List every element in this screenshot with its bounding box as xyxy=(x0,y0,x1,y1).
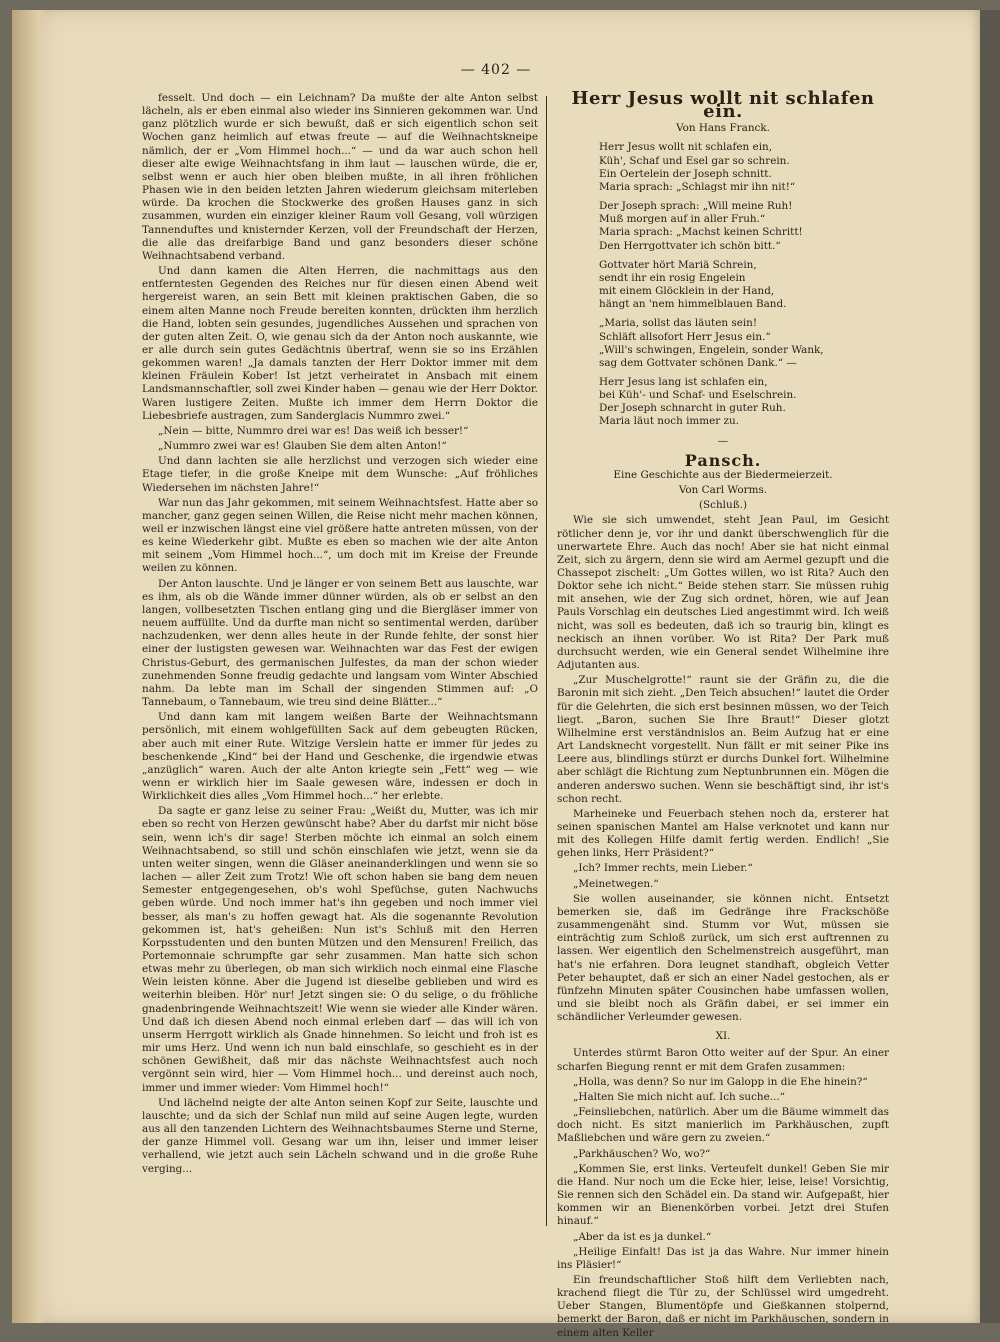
poem-line: Maria sprach: „Machst keinen Schritt! xyxy=(599,226,803,239)
poem-line: Schläft allsofort Herr Jesus ein.“ xyxy=(599,330,771,343)
paragraph: Und dann kam mit langem weißen Barte der Weihnachtsmann persönlich, mit einem wohlgefüllten Sack auf dem gebeugten Rücken, aber auch mit einer Rute. Witzige Verslein hatte er immer für jedes zu beschenkende „Kind“ bei der Hand und Geschenke, die irgendwie etwas „anzüglich“ waren. Auch der alte Anton kriegte sein „Fett“ weg — wie wenn er wirklich hier im Saale gewesen wäre, indessen er doch in Wirklichkeit dies alles „Vom Himmel hoch...“ her erlebte. xyxy=(142,711,538,803)
poem-stanza xyxy=(599,259,889,312)
paragraph: Und lächelnd neigte der alte Anton seinen Kopf zur Seite, lauschte und lauschte; und da sich der Schlaf nun mild auf seine Augen legte, wurden aus all den tanzenden Lichtern des Weihnachtsbaumes Sterne und Sterne, der ganze Himmel voll. Gesang war um ihn, leiser und immer leiser verhallend, wie jetzt auch sein Lächeln schwand und in die große Ruhe verging... xyxy=(142,1096,538,1175)
scanner-edge xyxy=(980,10,1000,1323)
poem-line: bei Küh'- und Schaf- und Eselschrein. xyxy=(599,389,797,402)
paragraph: „Halten Sie mich nicht auf. Ich suche...“ xyxy=(573,1090,785,1103)
poem-stanza xyxy=(599,317,889,370)
poem-line: Der Joseph sprach: „Will meine Ruh! xyxy=(599,200,793,213)
poem-title: Herr Jesus wollt nit schlafen ein. xyxy=(571,88,875,123)
paragraph: „Holla, was denn? So nur im Galopp in die Ehe hinein?“ xyxy=(573,1075,868,1088)
paragraph: „Kommen Sie, erst links. Verteufelt dunkel! Geben Sie mir die Hand. Nur noch um die Ecke hier, leise, leise! Vorsichtig, Sie rennen sich den Schädel ein. Da stand wir. Aufgepaßt, hier kommen wir an Bienenkörben vorbei. Jetzt drei Stufen hinauf.“ xyxy=(557,1162,889,1228)
poem-byline: Von Hans Franck. xyxy=(676,122,770,135)
paragraph: Marheineke und Feuerbach stehen noch da, ersterer hat seinen spanischen Mantel am Halse verknotet und kann nur mit des Kollegen Hilfe damit fertig werden. Endlich! „Sie gehen links, Herr Präsident?“ xyxy=(557,807,889,860)
story-body-part-1 xyxy=(557,514,889,1024)
poem-line: Den Herrgottvater ich schön bitt.“ xyxy=(599,239,781,252)
poem-line: sendt ihr ein rosig Engelein xyxy=(599,271,746,284)
poem-stanza xyxy=(599,376,889,429)
poem-stanza xyxy=(599,141,889,194)
paragraph: Und dann kamen die Alten Herren, die nachmittags aus den entferntesten Gegenden des Reiches nur für diesen einen Abend weit hergereist waren, an sein Bett mit kleinen praktischen Gaben, die so einem alten Manne noch Freude bereiten konnten, drückten ihm herzlich die Hand, lobten sein gesundes, jugendliches Aussehen und sprachen von der guten alten Zeit. O, wie genau sich da der Anton noch auskannte, wie er alle durch sein gutes Gedächtnis übertraf, wenn sie so ins Erzählen gekommen waren! „Ja damals tanzten der Herr Doktor immer mit dem kleinen Fräulein Kober! Ist jetzt verheiratet in Ansbach mit einem Landsmannschaftler, soll zwei Kinder haben — genau wie der Herr Doktor. Waren lustigere Zeiten. Mußte ich immer dem Herrn Doktor die Liebesbriefe austragen, zum Sanderglacis Nummro zwei.“ xyxy=(142,265,538,422)
poem xyxy=(557,141,889,428)
poem-line: „Maria, sollst das läuten sein! xyxy=(599,317,758,330)
poem-line: Küh', Schaf und Esel gar so schrein. xyxy=(599,154,790,167)
paragraph: Da sagte er ganz leise zu seiner Frau: „Weißt du, Mutter, was ich mir eben so recht von Herzen gewünscht habe? Aber du darfst mir nicht böse sein, wenn ich's dir sage! Sterben möchte ich einmal an solch einem Weihnachtsabend, so still und schön einschlafen wie jetzt, wenn sie da unten weiter singen, wenn die Gläser aneinanderklingen und wenn sie so lachen — aller Zeit zum Trotz! Wie oft schon haben sie bang dem neuen Semester entgegengesehen, ob's wohl Spefüchse, guten Nachwuchs geben würde. Und noch immer hat's ihn gegeben und noch immer viel besser, als man's zu hoffen gewagt hat. Als die sogenannte Revolution gekommen ist, hat's geheißen: Nun ist's Schluß mit den Herren Korpsstudenten und den bunten Mützen und den Mensuren! Freilich, das Portemonnaie schrumpfte gar sehr zusammen. Man hatte sich schon etwas mehr zu überlegen, ob man sich wirklich noch einmal eine Flasche Wein leisten könne. Aber die Jugend ist dieselbe geblieben und wird es weiterhin bleiben. Hör' nur! Jetzt singen sie: O du selige, o du fröhliche gnadenbringende Weihnachtszeit! Wie wenn sie wieder alle Kinder wären. Und daß ich diesen Abend noch einmal erleben darf — das will ich von unserm Herrgott wirklich als Gnade hinnehmen. So leicht und froh ist es mir ums Herz. Und wenn ich nun bald einschlafe, so geschieht es in der schönen Gewißheit, daß mir das nächste Weihnachtsfest auch noch vergönnt sein wird, hier — Vom Himmel hoch... und dereinst auch noch, immer und immer wieder: Vom Himmel hoch!“ xyxy=(142,805,538,1094)
paragraph: fesselt. Und doch — ein Leichnam? Da mußte der alte Anton selbst lächeln, als er eben einmal also wieder ins Sinnieren gekommen war. Und ganz plötzlich wurde er sich bewußt, daß er sich eigentlich schon seit Wochen ganz heimlich auf etwas freute — auf die Weihnachtskneipe nämlich, der er „Vom Himmel hoch...“ — und da war auch schon hell dieser alte ewige Weihnachtsfang in ihm laut — lauschen würde, die er, selbst wenn er auch hier oben bleiben mußte, in all ihren fröhlichen Phasen wie in den beiden letzten Jahren wiederum gleichsam miterleben würde. Da krochen die Stockwerke des großen Hauses ganz in sich zusammen, wurden ein einziger kleiner Raum voll Gesang, voll würzigen Tannenduftes und knisternder Kerzen, voll der Freundschaft der Herzen, die alle das dreifarbige Band und ganz besonders dieser schöne Weihnachtsabend verband. xyxy=(142,92,538,262)
poem-line: hängt an 'nem himmelblauen Band. xyxy=(599,298,787,311)
section-number: XI. xyxy=(715,1030,731,1043)
paragraph: Der Anton lauschte. Und je länger er von seinem Bett aus lauschte, war es ihm, als ob die Wände immer dünner würden, als ob er selbst an den langen, vollbesetzten Tischen entlang ging und die Biergläser immer von neuem auffüllte. Und da durfte man nicht so sentimental werden, darüber nachzudenken, wer denn alles heute in der Runde fehlte, der sonst hier einer der lustigsten gewesen war. Weihnachten war das Fest der ewigen Christus-Geburt, des germanischen Julfestes, da man der schon wieder zunehmenden Sonne freudig gedachte und langsam vom Winter Abschied nahm. Da lebte man im Schall der singenden Stimmen auf: „O Tannebaum, o Tannebaum, wie treu sind deine Blätter...“ xyxy=(142,577,538,709)
newspaper-page xyxy=(12,10,980,1339)
poem-line: Ein Oertelein der Joseph schnitt. xyxy=(599,167,772,180)
story-subtitle: Eine Geschichte aus der Biedermeierzeit. xyxy=(613,468,833,481)
paragraph: Ein freundschaftlicher Stoß hilft dem Verliebten nach, krachend fliegt die Tür zu, der Schlüssel wird umgedreht. Ueber Stangen, Blumentöpfe und Gießkannen stolpernd, bemerkt der Baron, daß er nicht im Parkhäuschen, sondern in einem alten Keller xyxy=(557,1273,889,1339)
separator: — xyxy=(717,434,729,447)
paragraph: Wie sie sich umwendet, steht Jean Paul, im Gesicht rötlicher denn je, vor ihr und dankt überschwenglich für die unerwartete Ehre. Auch das noch! Aber sie hat nicht einmal Zeit, sich zu ärgern, denn sie wird am Aermel gezupft und die Chassepot zischelt: „Um Gottes willen, wo ist Rita? Auch den Doktor sehe ich nicht.“ Beide stehen starr. Sie müssen ruhig mit ansehen, wie der Zug sich ordnet, hören, wie auf Jean Pauls Vorschlag ein deutsches Lied angestimmt wird. Ich weiß nicht, was soll es bedeuten, daß ich so traurig bin, klingt es neckisch an ihnen vorüber. Wo ist Rita? Der Park muß durchsucht werden, wie ein General sendet Wilhelmine ihre Adjutanten aus. xyxy=(557,514,889,672)
paragraph: Unterdes stürmt Baron Otto weiter auf der Spur. An einer scharfen Biegung rennt er mit dem Grafen zusammen: xyxy=(557,1047,889,1073)
story-byline: Von Carl Worms. xyxy=(678,484,768,497)
page-gutter xyxy=(12,10,46,1323)
poem-line: Maria sprach: „Schlagst mir ihn nit!“ xyxy=(599,180,796,193)
story-note: (Schluß.) xyxy=(699,499,747,512)
paragraph: „Ich? Immer rechts, mein Lieber.“ xyxy=(573,862,753,875)
paragraph: Und dann lachten sie alle herzlichst und verzogen sich wieder eine Etage tiefer, in die große Kneipe mit dem Wunsche: „Auf fröhliches Wiedersehen im nächsten Jahre!“ xyxy=(142,455,538,494)
page-number: — 402 — xyxy=(460,62,532,78)
paragraph: „Heilige Einfalt! Das ist ja das Wahre. Nur immer hinein ins Pläsier!“ xyxy=(557,1245,889,1271)
paragraph: „Nein — bitte, Nummro drei war es! Das weiß ich besser!“ xyxy=(158,424,469,437)
poem-line: sag dem Gottvater schönen Dank.“ — xyxy=(599,356,797,369)
poem-line: Maria läut noch immer zu. xyxy=(599,415,739,428)
story-title: Pansch. xyxy=(684,450,762,470)
paragraph: „Parkhäuschen? Wo, wo?“ xyxy=(573,1147,711,1160)
poem-line: Muß morgen auf in aller Fruh.“ xyxy=(599,213,766,226)
paragraph: „Nummro zwei war es! Glauben Sie dem alten Anton!“ xyxy=(158,440,447,453)
poem-line: Gottvater hört Mariä Schrein, xyxy=(599,258,757,271)
poem-line: Der Joseph schnarcht in guter Ruh. xyxy=(599,402,786,415)
right-column xyxy=(557,88,889,1342)
story-body-part-2 xyxy=(557,1047,889,1339)
left-column xyxy=(142,92,538,1178)
paragraph: „Aber da ist es ja dunkel.“ xyxy=(573,1230,712,1243)
poem-line: Herr Jesus wollt nit schlafen ein, xyxy=(599,141,773,154)
poem-line: mit einem Glöcklein in der Hand, xyxy=(599,285,775,298)
paragraph: „Meinetwegen.“ xyxy=(573,877,659,890)
paragraph: War nun das Jahr gekommen, mit seinem Weihnachtsfest. Hatte aber so mancher, ganz gegen seinen Willen, die Reise nicht mehr machen können, weil er inzwischen längst eine viel größere hatte antreten müssen, von der es keine Wiederkehr gibt. Mußte es eben so machen wie der alte Anton mit seinem „Vom Himmel hoch...“, um doch mit im Kreise der Freunde weilen zu können. xyxy=(142,496,538,575)
paragraph: Sie wollen auseinander, sie können nicht. Entsetzt bemerken sie, daß im Gedränge ihre Frackschöße zusammengenäht sind. Stumm vor Wut, müssen sie einträchtig zum Schloß zurück, um sich erst auftrennen zu lassen. Wer eigentlich den Schelmenstreich ausgeführt, man hat's nie erfahren. Dora leugnet standhaft, obgleich Vetter Peter behauptet, daß er sich an einer Nadel gestochen, als er fünfzehn Minuten später Cousinchen habe umfassen wollen, und sie bleibt noch als Gräfin dabei, er sei immer ein schändlicher Verleumder gewesen. xyxy=(557,892,889,1024)
poem-line: „Will's schwingen, Engelein, sonder Wank, xyxy=(599,343,824,356)
poem-line: Herr Jesus lang ist schlafen ein, xyxy=(599,375,768,388)
paragraph: „Feinsliebchen, natürlich. Aber um die Bäume wimmelt das doch nicht. Es sitzt manierlich im Parkhäuschen, zupft Maßliebchen und wäre gern zu zweien.“ xyxy=(557,1106,889,1145)
column-divider xyxy=(546,96,547,1226)
paragraph: „Zur Muschelgrotte!“ raunt sie der Gräfin zu, die die Baronin mit sich zieht. „Den Teich absuchen!“ lautet die Order für die Gelehrten, die sich erst besinnen müssen, wo der Teich liegt. „Baron, suchen Sie Ihre Braut!“ Dieser glotzt Wilhelmine erst verständnislos an. Beim Aufzug hat er eine Art Landsknecht vorgestellt. Nun fällt er mit seiner Pike ins Leere aus, blindlings stürzt er durchs Dunkel fort. Wilhelmine aber schlägt die Richtung zum Neptunbrunnen ein. Mögen die anderen anderswo suchen. Wenn sie beschäftigt sind, ihr ist's schon recht. xyxy=(557,674,889,805)
poem-stanza xyxy=(599,200,889,253)
